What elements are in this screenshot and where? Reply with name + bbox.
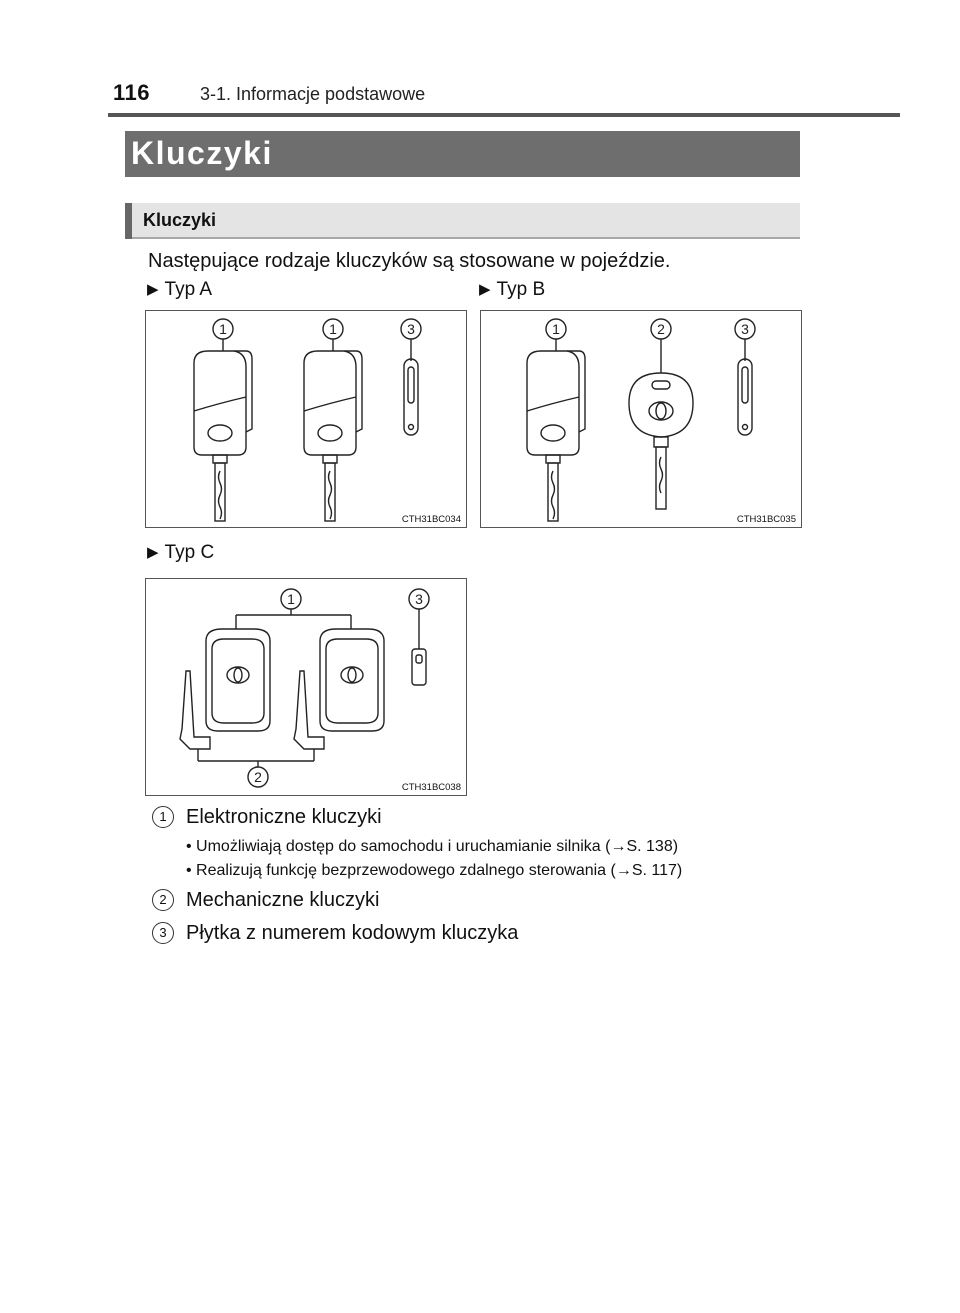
callout-number: 2 bbox=[657, 321, 665, 337]
subsection-title: Kluczyki bbox=[143, 210, 217, 230]
type-a-label: ▶ Typ A bbox=[147, 279, 213, 300]
running-head: 3-1. Informacje podstawowe bbox=[200, 84, 426, 104]
callout-number: 2 bbox=[152, 889, 174, 911]
callout-number: 1 bbox=[552, 321, 560, 337]
figure-type-c bbox=[145, 578, 467, 796]
type-a-keys-illustration bbox=[146, 311, 466, 527]
callout-number: 3 bbox=[415, 591, 423, 607]
bullet-text: • Umożliwiają dostęp do samochodu i uruchamianie silnika (→S. 138) bbox=[186, 838, 679, 855]
callout-number: 3 bbox=[407, 321, 415, 337]
callout-number: 3 bbox=[741, 321, 749, 337]
type-b-keys-illustration bbox=[481, 311, 801, 527]
page-number: 116 bbox=[113, 80, 150, 105]
intro-text: Następujące rodzaje kluczyków są stosowane w pojeździe. bbox=[148, 250, 671, 272]
type-c-label: ▶ Typ C bbox=[147, 542, 215, 563]
triangle-right-icon: ▶ bbox=[147, 544, 159, 561]
figure-code: CTH31BC034 bbox=[401, 514, 461, 525]
legend-item-1: 1 Elektroniczne kluczyki bbox=[152, 806, 382, 829]
figure-type-b bbox=[480, 310, 802, 528]
callout-number: 2 bbox=[254, 769, 262, 785]
callout-number: 1 bbox=[329, 321, 337, 337]
legend-item-3: 3 Płytka z numerem kodowym kluczyka bbox=[152, 922, 518, 945]
subsection-heading-bar bbox=[125, 203, 800, 239]
triangle-right-icon: ▶ bbox=[147, 281, 159, 298]
figure-code: CTH31BC038 bbox=[401, 782, 461, 793]
triangle-right-icon: ▶ bbox=[479, 281, 491, 298]
callout-number: 1 bbox=[287, 591, 295, 607]
callout-number: 3 bbox=[152, 922, 174, 944]
bullet-text: • Realizują funkcję bezprzewodowego zdalnego sterowania (→S. 117) bbox=[186, 862, 683, 879]
callout-number: 1 bbox=[219, 321, 227, 337]
type-b-label: ▶ Typ B bbox=[479, 279, 546, 300]
callout-number: 1 bbox=[152, 806, 174, 828]
figure-code: CTH31BC035 bbox=[736, 514, 796, 525]
type-c-keys-illustration bbox=[146, 579, 466, 795]
header-rule bbox=[108, 113, 900, 117]
subsection-accent bbox=[125, 203, 132, 239]
legend-item-2: 2 Mechaniczne kluczyki bbox=[152, 889, 379, 912]
figure-type-a bbox=[145, 310, 467, 528]
section-title: Kluczyki bbox=[131, 135, 273, 171]
